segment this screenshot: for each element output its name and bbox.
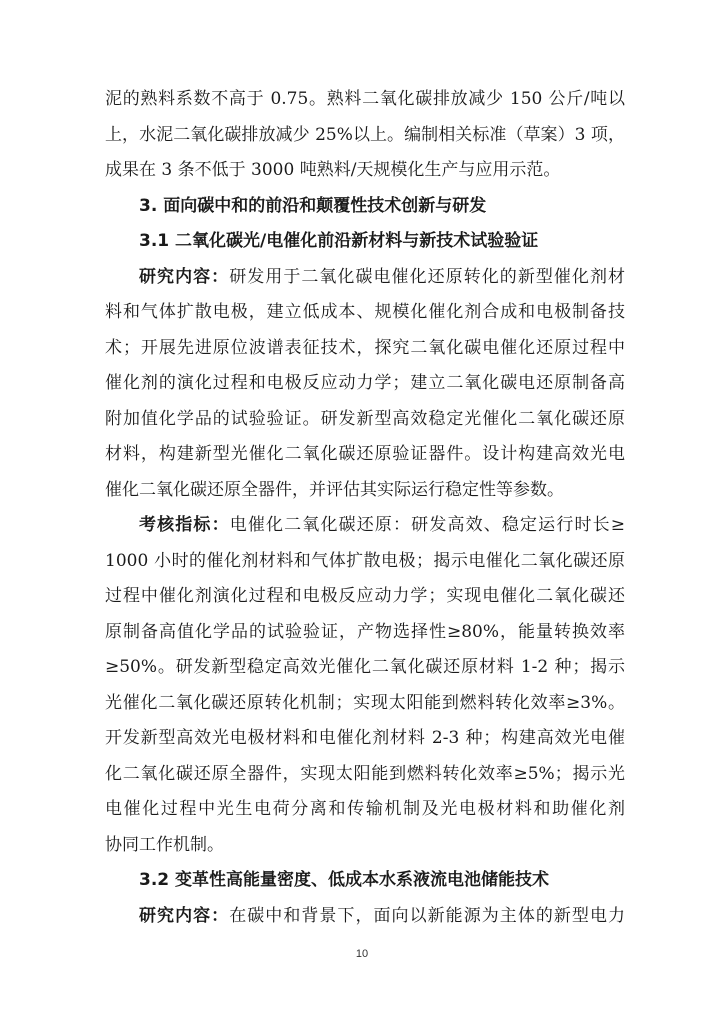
paragraph-line: 料和气体扩散电极，建立低成本、规模化催化剂合成和电极制备技 <box>105 302 625 322</box>
paragraph-line: 原制备高值化学品的试验验证，产物选择性≥80%，能量转换效率 <box>105 621 625 642</box>
paragraph-line: 泥的熟料系数不高于 0.75。熟料二氧化碳排放减少 150 公斤/吨以 <box>105 89 625 109</box>
paragraph-line: ≥50%。研发新型稳定高效光催化二氧化碳还原材料 1-2 种；揭示 <box>105 657 625 677</box>
paragraph-line: 成果在 3 条不低于 3000 吨熟料/天规模化生产与应用示范。 <box>105 160 561 180</box>
paragraph-line: 电催化过程中光生电荷分离和传输机制及光电极材料和助催化剂 <box>105 799 625 819</box>
subsection-heading: 3.1 二氧化碳光/电催化前沿新材料与新技术试验验证 <box>139 231 539 251</box>
research-text: 研发用于二氧化碳电催化还原转化的新型催化剂材 <box>229 266 626 287</box>
paragraph-line: 上，水泥二氧化碳排放减少 25%以上。编制相关标准（草案）3 项， <box>105 124 625 145</box>
assessment-first-line <box>105 508 625 544</box>
page-number: 10 <box>355 948 369 960</box>
paragraph-line: 化二氧化碳还原全器件，实现太阳能到燃料转化效率≥5%；揭示光 <box>105 763 625 784</box>
assessment-label: 考核指标： <box>139 515 230 535</box>
assessment-text: 电催化二氧化碳还原：研发高效、稳定运行时长≥ <box>229 515 626 535</box>
paragraph-line: 1000 小时的催化剂材料和气体扩散电极；揭示电催化二氧化碳还原 <box>105 550 625 571</box>
research-label: 研究内容： <box>139 905 230 926</box>
document-body <box>105 82 625 934</box>
paragraph-line: 催化二氧化碳还原全器件，并评估其实际运行稳定性等参数。 <box>105 479 564 500</box>
paragraph-line: 催化剂的演化过程和电极反应动力学；建立二氧化碳电还原制备高 <box>105 373 625 393</box>
research-first-line <box>105 260 625 296</box>
subsection-heading: 3.2 变革性高能量密度、低成本水系液流电池储能技术 <box>139 870 550 890</box>
paragraph-line: 附加值化学品的试验验证。研发新型高效稳定光催化二氧化碳还原 <box>105 408 625 429</box>
research-text: 在碳中和背景下，面向以新能源为主体的新型电力 <box>229 905 626 926</box>
paragraph-line: 光催化二氧化碳还原转化机制；实现太阳能到燃料转化效率≥3%。 <box>105 692 625 713</box>
research-label: 研究内容： <box>139 266 230 287</box>
research-first-line <box>105 899 625 935</box>
paragraph-line: 术；开展先进原位波谱表征技术，探究二氧化碳电催化还原过程中 <box>105 337 625 358</box>
paragraph-line: 协同工作机制。 <box>105 834 224 855</box>
section-heading: 3. 面向碳中和的前沿和颠覆性技术创新与研发 <box>139 195 487 216</box>
paragraph-line: 开发新型高效光电极材料和电催化剂材料 2-3 种；构建高效光电催 <box>105 728 625 748</box>
paragraph-line: 材料，构建新型光催化二氧化碳还原验证器件。设计构建高效光电 <box>105 444 625 464</box>
paragraph-line: 过程中催化剂演化过程和电极反应动力学；实现电催化二氧化碳还 <box>105 586 625 606</box>
